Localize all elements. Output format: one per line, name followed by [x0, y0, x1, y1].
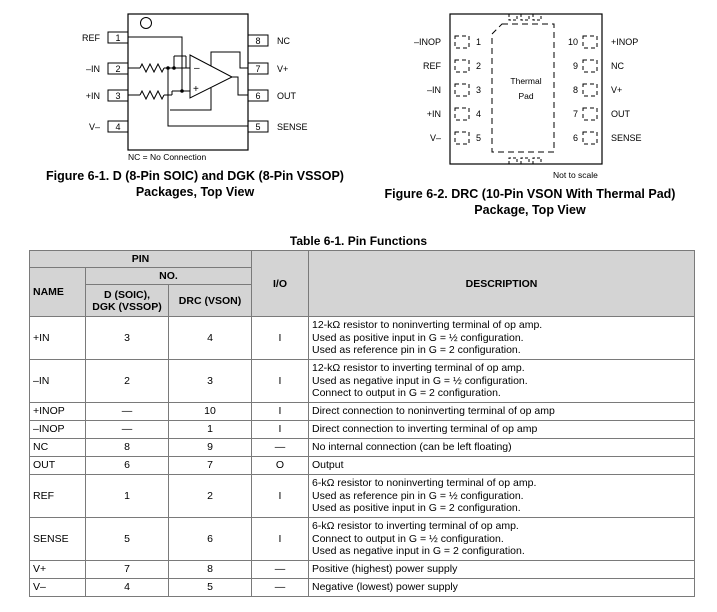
table-row	[30, 403, 695, 421]
pin1-marker	[141, 18, 152, 29]
description-line: Negative (lowest) power supply	[312, 581, 458, 594]
soic-pin-name: V+	[277, 64, 289, 74]
description-cell	[309, 439, 695, 457]
d-soic-cell: —	[86, 403, 169, 421]
d-soic-cell: 5	[86, 518, 169, 561]
pin-name-cell: –IN	[30, 360, 86, 403]
soic-pin-name: NC	[277, 36, 290, 46]
resistor-icon	[140, 64, 164, 72]
vson-pin-name: V–	[429, 133, 441, 143]
pin-name-cell: V–	[30, 579, 86, 597]
vson-pin-name: –INOP	[413, 37, 441, 47]
drc-cell: 5	[169, 579, 252, 597]
d-soic-cell: 1	[86, 475, 169, 518]
description-line: Direct connection to noninverting terminal of op amp	[312, 405, 555, 418]
pin-header: PIN	[30, 251, 252, 268]
vson-pin-number: 5	[476, 133, 482, 143]
soic-pin-name: +IN	[85, 91, 100, 101]
description-cell	[309, 579, 695, 597]
table-row	[30, 518, 695, 561]
pin-name-cell: SENSE	[30, 518, 86, 561]
pin-name-cell: +INOP	[30, 403, 86, 421]
description-cell	[309, 360, 695, 403]
drc-cell: 9	[169, 439, 252, 457]
vson-pin-number: 7	[572, 109, 578, 119]
description-line: Connect to output in G = ½ configuration.	[312, 532, 504, 545]
description-line: Connect to output in G = 2 configuration.	[312, 387, 501, 400]
d-soic-header: D (SOIC), DGK (VSSOP)	[86, 285, 169, 317]
vson-pin-number: 8	[572, 85, 578, 95]
soic-body	[128, 14, 248, 150]
table-row	[30, 360, 695, 403]
pin-functions-table	[29, 250, 695, 597]
drc-cell: 6	[169, 518, 252, 561]
caption-line: Figure 6-1. D (8-Pin SOIC) and DGK (8-Pin VSSOP)	[46, 169, 344, 183]
pin-name-cell: NC	[30, 439, 86, 457]
soic-package-diagram	[82, 14, 308, 162]
d-soic-cell: 7	[86, 561, 169, 579]
d-soic-cell: 3	[86, 317, 169, 360]
soic-pin-name: –IN	[85, 64, 100, 74]
name-header: NAME	[30, 268, 86, 317]
soic-pin-name: REF	[82, 33, 100, 43]
drc-cell: 1	[169, 421, 252, 439]
vson-pin-number: 10	[567, 37, 578, 47]
io-cell: I	[252, 360, 309, 403]
figure-6-1-caption	[20, 168, 370, 200]
soic-pin-name: V–	[88, 122, 100, 132]
resistor-icon	[140, 91, 164, 99]
table-row	[30, 579, 695, 597]
io-cell: —	[252, 561, 309, 579]
soic-pin-number: 4	[115, 122, 121, 132]
description-line: Positive (highest) power supply	[312, 563, 458, 576]
vson-pin-name: V+	[611, 85, 623, 95]
no-header: NO.	[86, 268, 252, 285]
io-cell: O	[252, 457, 309, 475]
thermal-pad-label: Pad	[518, 91, 534, 101]
d-soic-cell: 8	[86, 439, 169, 457]
caption-line: Packages, Top View	[135, 185, 255, 199]
soic-pin-number: 5	[255, 122, 261, 132]
d-soic-cell: 2	[86, 360, 169, 403]
io-cell: I	[252, 421, 309, 439]
description-line: 6-kΩ resistor to inverting terminal of op amp.	[312, 520, 519, 533]
description-line: Used as negative input in G = ½ configuration.	[312, 374, 528, 387]
table-row	[30, 561, 695, 579]
soic-pin-name: SENSE	[277, 122, 308, 132]
description-line: No internal connection (can be left floating)	[312, 441, 512, 454]
drc-cell: 4	[169, 317, 252, 360]
description-line: 12-kΩ resistor to inverting terminal of op amp.	[312, 362, 525, 375]
description-line: Used as reference pin in G = ½ configuration.	[312, 489, 524, 502]
vson-package-diagram	[414, 14, 642, 180]
table-row	[30, 475, 695, 518]
opamp-minus-label: –	[194, 63, 200, 74]
d-soic-cell: 4	[86, 579, 169, 597]
io-cell: I	[252, 475, 309, 518]
description-cell	[309, 561, 695, 579]
io-cell: I	[252, 518, 309, 561]
soic-pin-name: OUT	[277, 91, 296, 101]
description-line: Used as positive input in G = ½ configuration.	[312, 331, 524, 344]
io-cell: I	[252, 317, 309, 360]
description-cell	[309, 475, 695, 518]
drc-cell: 10	[169, 403, 252, 421]
description-header: DESCRIPTION	[309, 251, 695, 317]
io-cell: —	[252, 439, 309, 457]
pin-name-cell: OUT	[30, 457, 86, 475]
scale-note: Not to scale	[553, 170, 598, 180]
caption-line: Figure 6-2. DRC (10-Pin VSON With Thermal Pad)	[384, 187, 676, 201]
soic-pin-number: 1	[115, 33, 121, 43]
vson-pin-name: +IN	[426, 109, 441, 119]
vson-pin-number: 3	[476, 85, 482, 95]
drc-cell: 2	[169, 475, 252, 518]
description-cell	[309, 317, 695, 360]
pin-name-cell: +IN	[30, 317, 86, 360]
io-cell: —	[252, 579, 309, 597]
nc-note: NC = No Connection	[128, 152, 207, 162]
vson-pin-name: +INOP	[611, 37, 639, 47]
caption-line: Package, Top View	[474, 203, 586, 217]
soic-pin-number: 3	[115, 91, 121, 101]
drc-cell: 8	[169, 561, 252, 579]
description-cell	[309, 457, 695, 475]
vson-pin-number: 6	[572, 133, 578, 143]
d-soic-cell: —	[86, 421, 169, 439]
soic-pin-number: 2	[115, 64, 121, 74]
description-cell	[309, 518, 695, 561]
opamp-plus-label: +	[193, 84, 199, 95]
description-line: Direct connection to inverting terminal of op amp	[312, 423, 538, 436]
pin-name-cell: –INOP	[30, 421, 86, 439]
vson-pin-name: SENSE	[611, 133, 642, 143]
vson-pin-number: 2	[476, 61, 482, 71]
table-row	[30, 421, 695, 439]
vson-pin-name: OUT	[611, 109, 630, 119]
pin-name-cell: V+	[30, 561, 86, 579]
soic-pin-number: 7	[255, 64, 261, 74]
soic-pin-number: 8	[255, 36, 261, 46]
description-line: Output	[312, 459, 344, 472]
drc-cell: 7	[169, 457, 252, 475]
io-cell: I	[252, 403, 309, 421]
vson-body	[450, 14, 602, 164]
vson-pin-number: 1	[476, 37, 482, 47]
vson-pin-name: REF	[423, 61, 441, 71]
vson-pin-number: 9	[572, 61, 578, 71]
table-row	[30, 317, 695, 360]
thermal-pad-label: Thermal	[510, 76, 542, 86]
description-cell	[309, 403, 695, 421]
table-title: Table 6-1. Pin Functions	[289, 234, 428, 248]
pin-name-cell: REF	[30, 475, 86, 518]
thermal-pad	[492, 24, 554, 152]
soic-pin-number: 6	[255, 91, 261, 101]
d-soic-cell: 6	[86, 457, 169, 475]
description-line: Used as positive input in G = 2 configuration.	[312, 502, 521, 515]
vson-pin-name: NC	[611, 61, 624, 71]
description-line: 6-kΩ resistor to noninverting terminal of op amp.	[312, 477, 537, 490]
description-line: 12-kΩ resistor to noninverting terminal of op amp.	[312, 319, 543, 332]
description-cell	[309, 421, 695, 439]
table-row	[30, 457, 695, 475]
vson-pin-number: 4	[476, 109, 482, 119]
vson-pin-name: –IN	[426, 85, 441, 95]
drc-cell: 3	[169, 360, 252, 403]
description-line: Used as reference pin in G = 2 configuration.	[312, 344, 521, 357]
table-row	[30, 439, 695, 457]
drc-header: DRC (VSON)	[169, 285, 252, 317]
figure-6-2-caption	[360, 186, 700, 218]
description-line: Used as negative input in G = 2 configuration.	[312, 545, 525, 558]
internal-circuit	[128, 37, 248, 126]
io-header: I/O	[252, 251, 309, 317]
